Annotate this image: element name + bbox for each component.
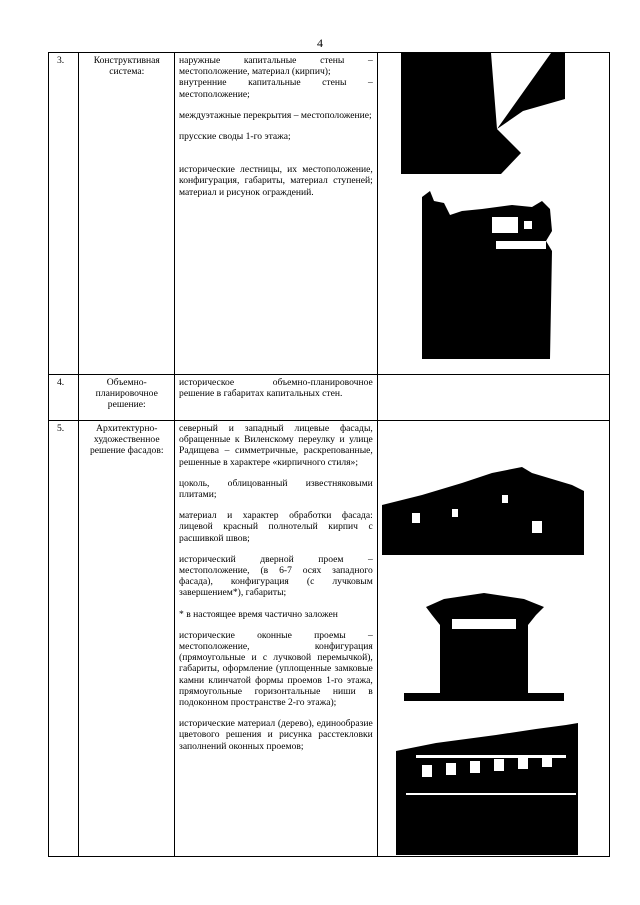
description-paragraph: прусские своды 1-го этажа; (179, 131, 291, 143)
row-name: Конструктивная система: (79, 53, 175, 375)
row-name: Архитектурно-художественное решение фасадов: (79, 421, 175, 857)
description-paragraph: историческое объемно-планировочное решение в габаритах капитальных стен. (179, 377, 373, 400)
description-paragraph: внутренние капитальные стены – местоположение; (179, 77, 373, 100)
row-description (175, 421, 378, 857)
row-photos (377, 421, 609, 857)
description-paragraph: материал и характер обработки фасада: лицевой красный полнотелый кирпич с расшивкой швов; (179, 510, 373, 544)
row-description (175, 53, 378, 375)
row-number: 3. (49, 53, 79, 375)
row-name: Объемно-планировочное решение: (79, 375, 175, 421)
description-paragraph: цоколь, облицованный известняковыми плитами; (179, 477, 373, 501)
row-number: 5. (49, 421, 79, 857)
row-number: 4. (49, 375, 79, 421)
staircase-photo (422, 191, 558, 359)
description-paragraph: исторический дверной проем – местоположение, (в 6-7 осях западного фасада), конфигурация (с лучковым завершением*), габариты; (179, 553, 373, 599)
description-paragraph: исторические лестницы, их местоположение, конфигурация, габариты, материал ступеней; материал и рисунок ограждений. (179, 164, 373, 198)
row-photos (377, 53, 609, 375)
page-number: 4 (317, 36, 323, 50)
row-photos (377, 375, 609, 421)
interior-vault-photo (401, 53, 565, 174)
entrance-door-photo (404, 589, 564, 701)
facade-photo (382, 465, 584, 555)
description-paragraph: междуэтажные перекрытия – местоположение; (179, 109, 372, 121)
table-row (49, 53, 610, 375)
description-paragraph: исторические материал (дерево), единообразие цветового решения и рисунка расстекловки заполнений оконных проемов; (179, 718, 373, 752)
description-paragraph: наружные капитальные стены – местоположение, материал (кирпич); (179, 55, 373, 78)
windows-facade-photo (396, 721, 578, 855)
description-paragraph: северный и западный лицевые фасады, обращенные к Виленскому переулку и улице Радищева – симметричные, раскрепованные, решенные в характере «кирпичного стиля»; (179, 423, 373, 468)
description-paragraph: исторические оконные проемы – местоположение, конфигурация (прямоугольные и с лучковой перемычкой), габариты, оформление (уплощенные замковые камни клинчатой формы проемов 1-го этажа, прямоугольные горизонтальные ниши в подоконном пространстве 2-го этажа); (179, 629, 373, 709)
table-row (49, 421, 610, 857)
description-paragraph: * в настоящее время частично заложен (179, 608, 338, 620)
table-row (49, 375, 610, 421)
row-description (175, 375, 378, 421)
monument-subject-table (48, 52, 610, 857)
